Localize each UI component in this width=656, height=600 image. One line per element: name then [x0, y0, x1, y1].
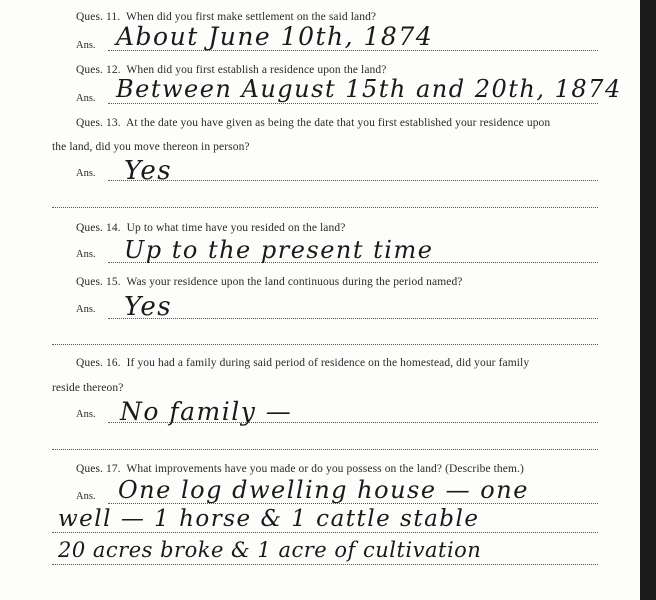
- answer-17-line-2: well — 1 horse & 1 cattle stable: [58, 506, 480, 532]
- answer-line-16b: [52, 449, 598, 450]
- ans-label-13: Ans.: [76, 168, 96, 179]
- question-16: Ques. 16. If you had a family during said period of residence on the homestead, did your family: [76, 357, 530, 369]
- question-11: Ques. 11. When did you first make settlement on the said land?: [76, 11, 377, 23]
- answer-line-15: [108, 318, 598, 319]
- answer-line-17c: [52, 564, 598, 565]
- question-17: Ques. 17. What improvements have you made or do you possess on the land? (Describe them.): [76, 463, 524, 475]
- answer-line-12: [108, 103, 598, 104]
- question-14: Ques. 14. Up to what time have you resided on the land?: [76, 222, 346, 234]
- answer-15: Yes: [124, 292, 173, 322]
- answer-line-17b: [52, 532, 598, 533]
- ans-label-12: Ans.: [76, 93, 96, 104]
- question-12: Ques. 12. When did you first establish a residence upon the land?: [76, 64, 387, 76]
- answer-line-15b: [52, 344, 598, 345]
- question-13-cont: the land, did you move thereon in person?: [52, 141, 250, 153]
- ans-label-17: Ans.: [76, 491, 96, 502]
- question-13: Ques. 13. At the date you have given as being the date that you first established your residence upon: [76, 117, 551, 129]
- answer-line-13b: [52, 207, 598, 208]
- answer-12: Between August 15th and 20th, 1874: [116, 75, 622, 103]
- scan-edge: [640, 0, 656, 600]
- answer-14: Up to the present time: [124, 236, 434, 264]
- ans-label-16: Ans.: [76, 409, 96, 420]
- answer-line-13: [108, 180, 598, 181]
- ans-label-11: Ans.: [76, 40, 96, 51]
- answer-13: Yes: [124, 156, 173, 186]
- answer-17-line-3: 20 acres broke & 1 acre of cultivation: [58, 538, 482, 562]
- question-16-cont: reside thereon?: [52, 382, 124, 394]
- ans-label-14: Ans.: [76, 249, 96, 260]
- answer-11: About June 10th, 1874: [116, 22, 434, 51]
- ans-label-15: Ans.: [76, 304, 96, 315]
- answer-16: No family —: [120, 397, 293, 426]
- answer-17-line-1: One log dwelling house — one: [118, 476, 529, 504]
- question-15: Ques. 15. Was your residence upon the land continuous during the period named?: [76, 276, 463, 288]
